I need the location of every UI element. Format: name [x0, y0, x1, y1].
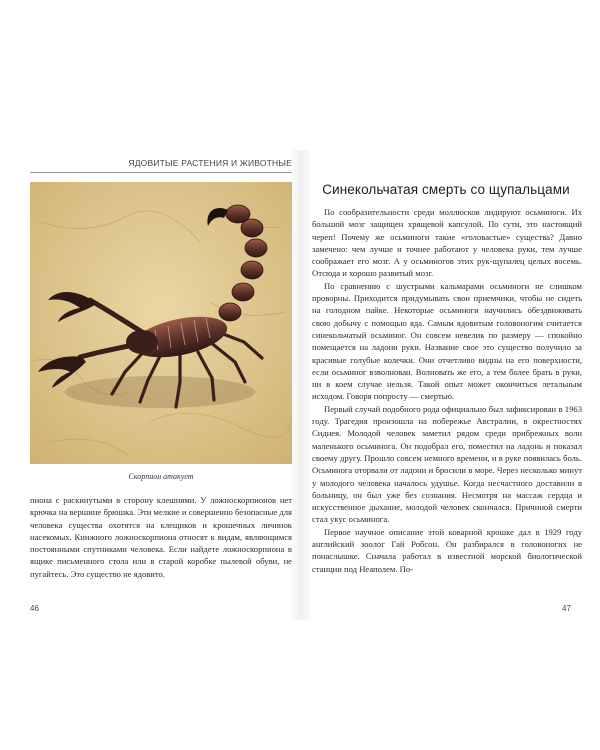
paragraph: По сравнению с шустрыми кальмарами осьминоги не слишком проворны. Приходится придумывать свои приемчики, чтобы не сидеть на голодном пайке. Некоторые осьминоги научились обездвиживать свою добычу с помощью яда. Самым ядовитым головоногим считается синекольчатый осьминог. Он совсем невелик по размеру — спокойно помещается на ладони руки. Название свое это существо получило за красивые голубые колечки. Они отчетливо видны на его поверхности, если осьминог взволнован. Волновать же его, а тем более брать в руки, ни в коем случае нельзя. Такой опыт может окончиться летальным исходом. Говоря попросту — смертью.: [312, 280, 582, 402]
header-rule: [30, 172, 292, 173]
left-page-text: [30, 494, 292, 580]
scorpion-icon: [30, 182, 292, 464]
chapter-title: Синекольчатая смерть со щупальцами: [322, 182, 570, 197]
paragraph: Первое научное описание этой коварной крошке дал в 1929 году английский зоолог Гай Робсон. Он разбирался в головоногих не понаслышке. Сначала работал в известной морской биологической станции под Неаполем. По-: [312, 526, 582, 574]
page-number-right: 47: [562, 604, 571, 613]
running-head: ЯДОВИТЫЕ РАСТЕНИЯ И ЖИВОТНЫЕ: [128, 158, 292, 168]
page-number-left: 46: [30, 604, 39, 613]
right-page-text: [312, 206, 582, 575]
figure-caption: Скорпион атакует: [128, 472, 194, 481]
gutter-shadow: [292, 150, 310, 620]
paragraph: По сообразительности среди моллюсков лидируют осьминоги. Их большой мозг защищен хрящевой капсулой. По сути, это настоящий череп! Почему же осьминоги такие «головастые» существа? Давно замечено: чем лучше и точнее работают у человека руки, тем лучше соображает его мозг. А у осьминогов этих рук-щупалец целых восемь. Отсюда и хорошо развитый мозг.: [312, 207, 582, 279]
paragraph: Первый случай подобного рода официально был зафиксирован в 1963 году. Трагедия произошла на побережье Австралии, в окрестностях Сиднея. Молодой человек заметил рядом среди прибрежных волн маленького осьминога. Он подобрал его, поместил на ладонь и показал своему другу. Прошло совсем немного времени, и в руке появилась боль. Осьминога оторвали от ладони и бросили в море. Через несколько минут у молодого человека началось удушье. Когда несчастного доставили в больницу, он был уже без сознания. Несмотря на массаж сердца и искусственное дыхание, молодой человек скончался. Причиной смерти стал укус осьминога.: [312, 403, 582, 525]
left-paragraph: пиона с раскинутыми в сторону клешнями. У ложноскорпионов нет крючка на вершине брюшка. Эти мелкие и совершенно безопасные для человека существа охотятся на клещиков и крошечных личинок насекомых. Книжного ложноскорпиона относят к видам, являющимся постоянными спутниками человека. Если найдете ложноскорпиона в ящике письменного стола или в старой коробке пылевой обуви, не пугайтесь. Это существо не ядовито.: [30, 495, 292, 579]
scorpion-illustration: [30, 182, 292, 464]
